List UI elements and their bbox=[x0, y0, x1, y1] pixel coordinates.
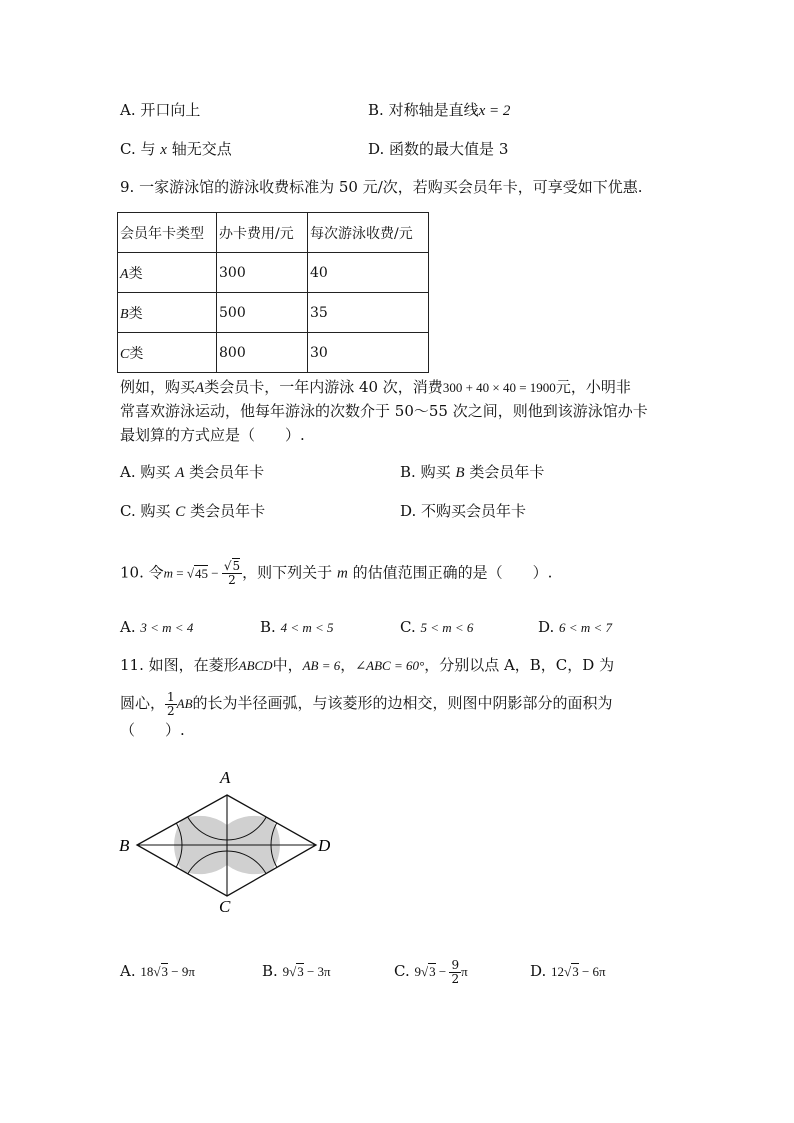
type-var: A bbox=[120, 266, 129, 282]
frac-denominator: 2 bbox=[228, 573, 236, 587]
table-row bbox=[118, 253, 429, 293]
table-cell: 40 bbox=[308, 253, 429, 293]
option-label: B. bbox=[262, 962, 278, 980]
q9-example-line2: 常喜欢游泳运动，他每年游泳的次数介于 50～55 次之间，则他到该游泳馆办卡 bbox=[120, 402, 648, 420]
table-row bbox=[118, 293, 429, 333]
radicand: 3 bbox=[572, 964, 579, 979]
option-math: 4 < m < 5 bbox=[280, 620, 334, 635]
label-b: B bbox=[119, 836, 130, 855]
text: 中， bbox=[272, 656, 303, 674]
rhombus-figure bbox=[110, 765, 340, 915]
frac-numerator: 9 bbox=[451, 957, 460, 972]
table-cell: 800 bbox=[217, 333, 308, 373]
option-math: 5 < m < 6 bbox=[420, 620, 474, 635]
option-text: 开口向上 bbox=[140, 101, 201, 119]
math-radicand: 45 bbox=[195, 565, 208, 581]
rest: − bbox=[435, 964, 450, 979]
option-label: A. bbox=[120, 962, 136, 980]
rest: − 3π bbox=[303, 964, 331, 979]
option-label: A. bbox=[120, 101, 136, 119]
table-header-cell: 办卡费用/元 bbox=[217, 213, 308, 253]
option-text: 类会员年卡 bbox=[469, 463, 545, 481]
table-row bbox=[118, 333, 429, 373]
math: ABCD bbox=[238, 658, 273, 673]
option-label: B. bbox=[260, 618, 276, 636]
option-label: D. bbox=[368, 140, 385, 158]
option-label: B. bbox=[368, 101, 384, 119]
math: − bbox=[208, 565, 222, 581]
var: m bbox=[336, 565, 348, 582]
frac-numerator: 5 bbox=[232, 559, 241, 573]
option-label: A. bbox=[120, 618, 136, 636]
q9-option-a bbox=[120, 462, 264, 483]
label-a: A bbox=[220, 768, 231, 787]
option-var: C bbox=[175, 504, 186, 520]
table-header-cell: 每次游泳收费/元 bbox=[308, 213, 429, 253]
text: 11. 如图，在菱形 bbox=[120, 656, 239, 674]
label-c: C bbox=[219, 897, 231, 915]
table-cell: 35 bbox=[308, 293, 429, 333]
q10-option-b bbox=[260, 617, 334, 638]
type-suffix: 类 bbox=[128, 305, 143, 322]
q11-line1 bbox=[120, 655, 614, 676]
option-label: B. bbox=[400, 463, 416, 481]
option-var: A bbox=[175, 465, 185, 481]
q10-option-d bbox=[538, 617, 612, 638]
option-label: C. bbox=[400, 618, 416, 636]
option-text: 不购买会员年卡 bbox=[421, 502, 527, 520]
option-label: C. bbox=[394, 962, 410, 980]
option-text: 与 bbox=[140, 140, 156, 158]
text: 类会员卡，一年内游泳 40 次，消费 bbox=[204, 378, 443, 396]
q9-example-line1 bbox=[120, 377, 631, 398]
table-header-cell: 会员年卡类型 bbox=[118, 213, 217, 253]
rest: − 9π bbox=[168, 964, 195, 979]
q11-option-a: A. 18√3 − 9π bbox=[120, 962, 195, 980]
q8-option-c bbox=[120, 139, 232, 160]
q11-option-d: D. 12√3 − 6π bbox=[530, 962, 606, 980]
option-text: 函数的最大值是 3 bbox=[389, 140, 509, 158]
math-var: m bbox=[163, 565, 174, 581]
q10-option-c bbox=[400, 617, 473, 638]
option-var: x bbox=[160, 142, 167, 158]
frac-numerator: 1 bbox=[167, 689, 175, 704]
radicand: 3 bbox=[161, 964, 169, 979]
option-text: 对称轴是直线 bbox=[388, 101, 479, 119]
q11-option-c: C. 9√3 − $\frac{9}{2}$ π bbox=[394, 957, 468, 986]
fee-table bbox=[117, 212, 429, 373]
option-math: 3 < m < 4 bbox=[140, 620, 194, 635]
coef: 18 bbox=[140, 964, 154, 979]
var: A bbox=[195, 380, 205, 396]
math: = bbox=[173, 565, 187, 581]
table-cell: 300 bbox=[217, 253, 308, 293]
table-cell-type bbox=[118, 293, 217, 333]
option-math: x = 2 bbox=[478, 103, 511, 119]
math: 300 + 40 × 40 = 1900 bbox=[442, 380, 556, 395]
coef: 9 bbox=[282, 964, 290, 979]
tail: π bbox=[461, 964, 468, 979]
coef: 9 bbox=[414, 964, 421, 979]
option-var: B bbox=[455, 465, 465, 481]
q8-option-d bbox=[368, 139, 508, 159]
label-d: D bbox=[318, 836, 331, 855]
radicand: 3 bbox=[429, 964, 436, 979]
math: ∠ABC = 60° bbox=[355, 658, 425, 673]
text: 圆心， bbox=[120, 694, 166, 712]
q8-option-b bbox=[368, 100, 510, 121]
text: 例如，购买 bbox=[120, 378, 196, 396]
fraction: $\frac{√5}{2}$ bbox=[223, 559, 241, 587]
frac-denominator: 2 bbox=[167, 703, 175, 718]
coef: 12 bbox=[551, 964, 565, 979]
option-label: A. bbox=[120, 463, 136, 481]
table-cell-type bbox=[118, 253, 217, 293]
option-text: 购买 bbox=[140, 502, 171, 520]
type-suffix: 类 bbox=[129, 345, 144, 362]
type-suffix: 类 bbox=[128, 265, 143, 282]
option-label: D. bbox=[538, 618, 555, 636]
text: 的估值范围正确的是（ ）. bbox=[352, 563, 553, 582]
q11-line3: （ ）. bbox=[120, 721, 185, 739]
fraction bbox=[165, 691, 177, 718]
q11-line2 bbox=[120, 690, 613, 718]
q9-option-d bbox=[400, 501, 526, 521]
option-label: C. bbox=[120, 140, 136, 158]
option-text: 类会员年卡 bbox=[189, 463, 265, 481]
q10-stem: 10. 令m = √45 − $\frac{√5}{2}$ ，则下列关于 m 的估值范围正确的是（ ）. bbox=[120, 559, 553, 587]
type-var: B bbox=[120, 306, 129, 322]
frac-denominator: 2 bbox=[451, 971, 460, 986]
fraction bbox=[449, 959, 461, 986]
table-cell: 30 bbox=[308, 333, 429, 373]
q11-option-b: B. 9√3 − 3π bbox=[262, 962, 331, 980]
text: ，分别以点 A，B，C，D 为 bbox=[424, 656, 615, 674]
option-text: 购买 bbox=[420, 463, 451, 481]
q8-option-a bbox=[120, 100, 200, 120]
option-text: 类会员年卡 bbox=[190, 502, 266, 520]
rest: − 6π bbox=[578, 964, 606, 979]
text: ，则下列关于 bbox=[242, 563, 333, 582]
text: ， bbox=[340, 656, 356, 674]
math: AB bbox=[176, 696, 193, 711]
q9-stem: 9. 一家游泳馆的游泳收费标准为 50 元/次，若购买会员年卡，可享受如下优惠. bbox=[120, 178, 643, 196]
table-cell: 500 bbox=[217, 293, 308, 333]
type-var: C bbox=[120, 346, 130, 362]
text: 10. 令 bbox=[120, 563, 164, 582]
q9-example-line3: 最划算的方式应是（ ）. bbox=[120, 426, 305, 444]
radicand: 3 bbox=[297, 964, 304, 979]
option-math: 6 < m < 7 bbox=[559, 620, 612, 635]
math: AB = 6 bbox=[302, 658, 341, 673]
option-label: D. bbox=[530, 962, 547, 980]
q9-option-b bbox=[400, 462, 544, 483]
text: 元，小明非 bbox=[555, 378, 631, 396]
table-cell-type bbox=[118, 333, 217, 373]
option-text: 购买 bbox=[140, 463, 171, 481]
option-text: 轴无交点 bbox=[171, 140, 232, 158]
text: 的长为半径画弧，与该菱形的边相交，则图中阴影部分的面积为 bbox=[192, 694, 613, 712]
option-label: C. bbox=[120, 502, 136, 520]
table-header-row bbox=[118, 213, 429, 253]
q9-option-c bbox=[120, 501, 265, 522]
q10-option-a bbox=[120, 617, 193, 638]
option-label: D. bbox=[400, 502, 417, 520]
